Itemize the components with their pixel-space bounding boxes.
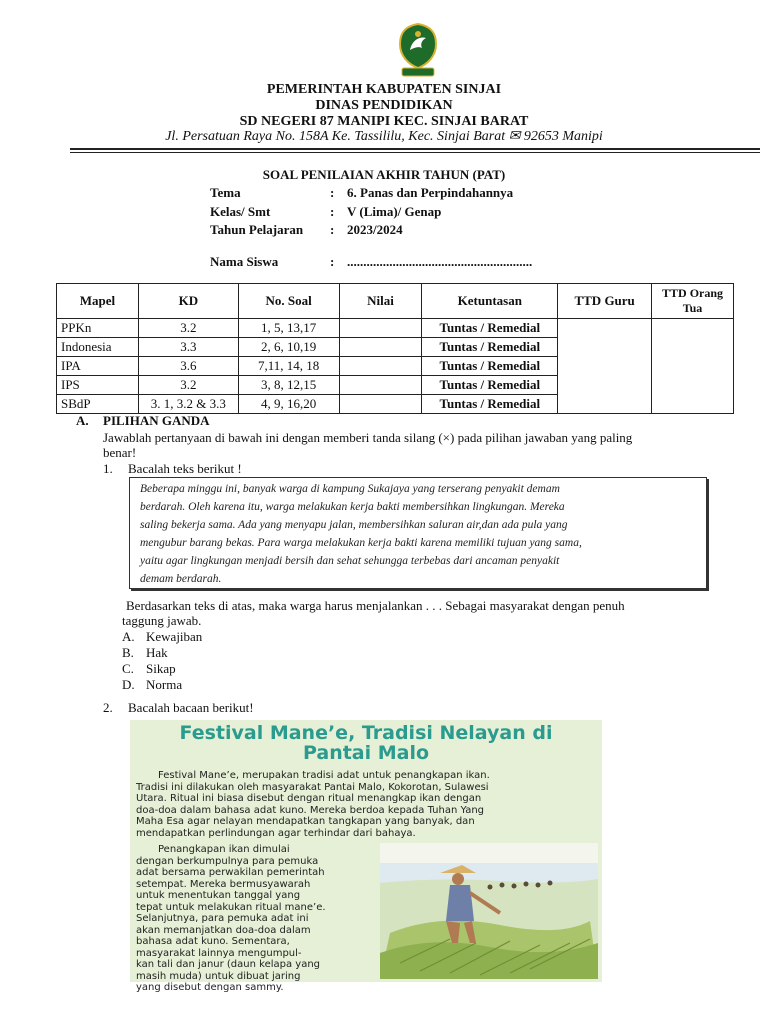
q1-question: Berdasarkan teks di atas, maka warga harus menjalankan . . . Sebagai masyarakat dengan penuh (126, 598, 625, 613)
festival-poster (130, 720, 602, 993)
header-divider-thin (70, 152, 760, 153)
col-no-soal: No. Soal (238, 284, 339, 319)
passage-line: demam berdarah. (140, 573, 222, 585)
poster-paragraph-1: Festival Mane’e, merupakan tradisi adat untuk penangkapan ikan. Tradisi ini dilakukan oleh masyarakat Pantai Malo, Kokorotan, Sulawesi Utara. Ritual ini biasa disebut dengan ritual menangkap ikan dengan doa-doa dalam bahasa adat kuno. Mereka berdoa kepada Tuhan Yang Maha Esa agar nelayan mendapatkan tangkapan yang banyak, dan mendapatkan perlindungan agar terhindar dari bahaya. (136, 770, 490, 839)
passage-line: berdarah. Oleh karena itu, warga melakukan kerja bakti membersihkan lingkungan. Mereka (140, 501, 565, 513)
q1-option-b[interactable]: B. Hak (122, 645, 168, 660)
col-ttd-guru: TTD Guru (558, 284, 652, 319)
col-ttd-orang-tua: TTD Orang Tua (652, 284, 734, 319)
q1-option-a[interactable]: A. Kewajiban (122, 629, 203, 644)
nilai-cell[interactable] (339, 319, 422, 338)
col-nilai: Nilai (339, 284, 422, 319)
header-school: SD NEGERI 87 MANIPI KEC. SINJAI BARAT (239, 114, 529, 129)
header-divider (70, 148, 760, 150)
field-tahun: Tahun Pelajaran : 2023/2024 (210, 222, 403, 237)
table-row: PPKn 3.2 1, 5, 13,17 Tuntas / Remedial (57, 319, 734, 338)
poster-paragraph-2: Penangkapan ikan dimulai dengan berkumpulnya para pemuka adat bersama perwakilan pemerintah setempat. Mereka bermusyawarah untuk menentukan tanggal yang tepat untuk melakukan ritual mane’e. Selanjutnya, para pemuka adat ini akan memanjatkan doa-doa dalam bahasa adat kuno. Sementara, masyarakat lainnya mengumpul- kan tali dan janur (daun kelapa yang masih muda) untuk dibuat jaring yang disebut dengan sammy. (136, 844, 326, 993)
ttd-orang-tua-cell[interactable] (652, 319, 734, 414)
poster-title: Festival Mane’e, Tradisi Nelayan di (179, 722, 553, 744)
nilai-cell[interactable] (339, 338, 422, 357)
nilai-cell[interactable] (339, 357, 422, 376)
col-kd: KD (138, 284, 238, 319)
q2-number: 2. (103, 700, 113, 715)
fishermen-illustration (380, 843, 598, 979)
header-department: DINAS PENDIDIKAN (315, 98, 453, 113)
field-kelas: Kelas/ Smt : V (Lima)/ Genap (210, 204, 442, 219)
field-nama-siswa[interactable]: Nama Siswa : ......................................................... (210, 254, 533, 269)
table-row: IPS 3.2 3, 8, 12,15 Tuntas / Remedial (57, 376, 734, 395)
exam-title: SOAL PENILAIAN AKHIR TAHUN (PAT) (262, 167, 506, 182)
q1-prompt: Bacalah teks berikut ! (128, 461, 242, 476)
q1-option-c[interactable]: C. Sikap (122, 661, 176, 676)
section-instruction: Jawablah pertanyaan di bawah ini dengan memberi tanda silang (×) pada pilihan jawaban yang paling (103, 430, 633, 445)
header-address: Jl. Persatuan Raya No. 158A Ke. Tassililu, Kec. Sinjai Barat ✉ 92653 Manipi (165, 129, 603, 144)
q1-question-cont: taggung jawab. (122, 613, 202, 628)
q2-prompt: Bacalah bacaan berikut! (128, 700, 254, 715)
grades-table (56, 283, 734, 414)
regency-emblem-icon (396, 22, 440, 80)
nilai-cell[interactable] (339, 395, 422, 414)
table-row: SBdP 3. 1, 3.2 & 3.3 4, 9, 16,20 Tuntas / Remedial (57, 395, 734, 414)
table-row: IPA 3.6 7,11, 14, 18 Tuntas / Remedial (57, 357, 734, 376)
passage-line: yaitu agar lingkungan menjadi bersih dan sehat sehungga terbebas dari ancaman penyakit (140, 555, 560, 567)
table-row: Indonesia 3.3 2, 6, 10,19 Tuntas / Remedial (57, 338, 734, 357)
col-ketuntasan: Ketuntasan (422, 284, 558, 319)
ttd-guru-cell[interactable] (558, 319, 652, 414)
section-instruction-cont: benar! (103, 445, 137, 460)
nilai-cell[interactable] (339, 376, 422, 395)
q1-passage-box (129, 477, 707, 589)
table-header-row (57, 284, 734, 319)
q1-option-d[interactable]: D. Norma (122, 677, 183, 692)
passage-line: mengubur barang bekas. Para warga melakukan kerja bakti karena memiliki tujuan yang sama, (140, 537, 582, 549)
poster-title-cont: Pantai Malo (302, 742, 430, 764)
q1-number: 1. (103, 461, 113, 476)
field-tema: Tema : 6. Panas dan Perpindahannya (210, 185, 514, 200)
passage-line: Beberapa minggu ini, banyak warga di kampung Sukajaya yang terserang penyakit demam (140, 483, 560, 495)
col-mapel: Mapel (57, 284, 139, 319)
section-title: PILIHAN GANDA (103, 413, 210, 428)
passage-line: saling bekerja sama. Ada yang menyapu jalan, membersihkan saluran air,dan ada pula yang (140, 519, 568, 531)
header-government: PEMERINTAH KABUPATEN SINJAI (266, 82, 502, 97)
section-letter: A. (76, 413, 89, 428)
